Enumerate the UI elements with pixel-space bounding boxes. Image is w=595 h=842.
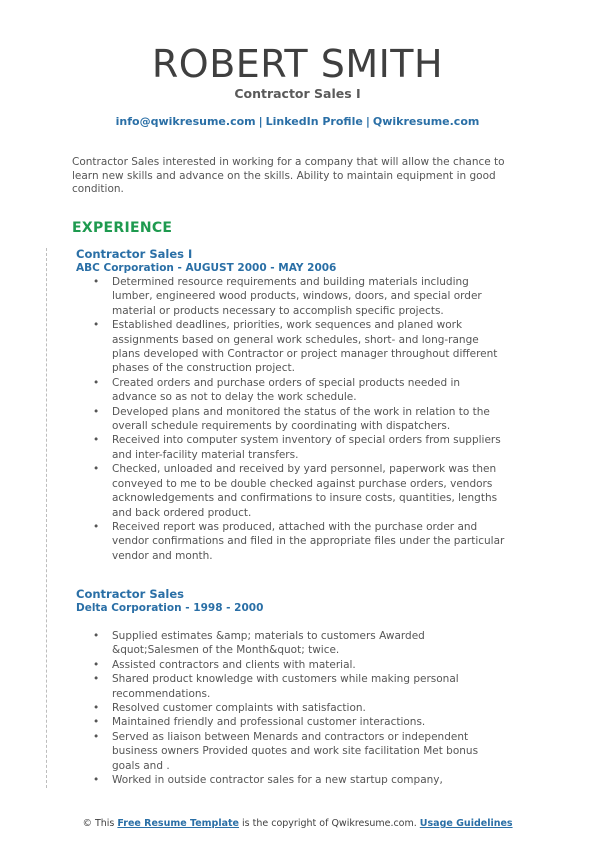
company-name: Delta Corporation bbox=[76, 602, 182, 614]
duty-list bbox=[76, 275, 506, 563]
list-item: • Resolved customer complaints with satisfaction. bbox=[76, 701, 506, 715]
candidate-role: Contractor Sales I bbox=[234, 86, 361, 101]
job-company bbox=[76, 261, 506, 275]
list-item: • Supplied estimates &amp; materials to customers Awarded &quot;Salesmen of the Month&quot; twice. bbox=[76, 629, 506, 658]
linkedin-link[interactable]: LinkedIn Profile bbox=[265, 115, 363, 128]
duty-list bbox=[76, 629, 506, 787]
job-title: Contractor Sales I bbox=[76, 247, 193, 261]
job-company bbox=[76, 601, 506, 615]
job-entry-2 bbox=[76, 587, 506, 787]
contact-separator: | bbox=[258, 115, 263, 128]
list-item: • Shared product knowledge with customers while making personal recommendations. bbox=[76, 672, 506, 701]
job-dates: - 1998 - 2000 bbox=[181, 602, 264, 614]
contact-separator: | bbox=[365, 115, 370, 128]
job-entry-1 bbox=[76, 247, 506, 563]
website-link[interactable]: Qwikresume.com bbox=[372, 115, 480, 128]
job-dates: - AUGUST 2000 - MAY 2006 bbox=[173, 262, 337, 274]
list-item: • Checked, unloaded and received by yard personnel, paperwork was then conveyed to me to be double checked against purchase orders, vendors acknowledgements and confirmations to insure costs, quantities, lengths and back ordered product. bbox=[76, 462, 506, 520]
experience-heading: EXPERIENCE bbox=[72, 220, 173, 236]
spacer bbox=[76, 615, 506, 629]
free-resume-template-link[interactable]: Free Resume Template bbox=[117, 818, 239, 829]
summary-paragraph: Contractor Sales interested in working for a company that will allow the chance to learn new skills and advance on the skills. Ability to maintain equipment in good condition. bbox=[72, 156, 505, 195]
job-title: Contractor Sales bbox=[76, 587, 184, 601]
list-item: • Created orders and purchase orders of special products needed in advance so as not to delay the work schedule. bbox=[76, 376, 506, 405]
list-item: • Developed plans and monitored the status of the work in relation to the overall schedule requirements by coordinating with dispatchers. bbox=[76, 405, 506, 434]
footer-middle: is the copyright of Qwikresume.com. bbox=[239, 818, 420, 829]
timeline-divider bbox=[46, 248, 47, 788]
company-name: ABC Corporation bbox=[76, 262, 174, 274]
usage-guidelines-link[interactable]: Usage Guidelines bbox=[419, 818, 513, 829]
copyright-footer bbox=[0, 818, 595, 829]
list-item: • Served as liaison between Menards and contractors or independent business owners Provided quotes and work site facilitation Met bonus goals and . bbox=[76, 730, 506, 773]
contact-bar bbox=[0, 115, 595, 128]
candidate-name: ROBERT SMITH bbox=[151, 42, 444, 86]
list-item: • Determined resource requirements and building materials including lumber, engineered wood products, windows, doors, and special order material or products necessary to accomplish specific projects. bbox=[76, 275, 506, 318]
list-item: • Received report was produced, attached with the purchase order and vendor confirmations and filed in the appropriate files under the particular vendor and month. bbox=[76, 520, 506, 563]
footer-prefix: © This bbox=[82, 818, 118, 829]
email-link[interactable]: info@qwikresume.com bbox=[115, 115, 256, 128]
list-item: • Maintained friendly and professional customer interactions. bbox=[76, 715, 506, 729]
list-item: • Established deadlines, priorities, work sequences and planed work assignments based on general work schedules, short- and long-range plans developed with Contractor or project manager throughout different phases of the construction project. bbox=[76, 318, 506, 376]
list-item: • Received into computer system inventory of special orders from suppliers and inter-facility material transfers. bbox=[76, 433, 506, 462]
list-item: • Worked in outside contractor sales for a new startup company, bbox=[76, 773, 506, 787]
list-item: • Assisted contractors and clients with material. bbox=[76, 658, 506, 672]
